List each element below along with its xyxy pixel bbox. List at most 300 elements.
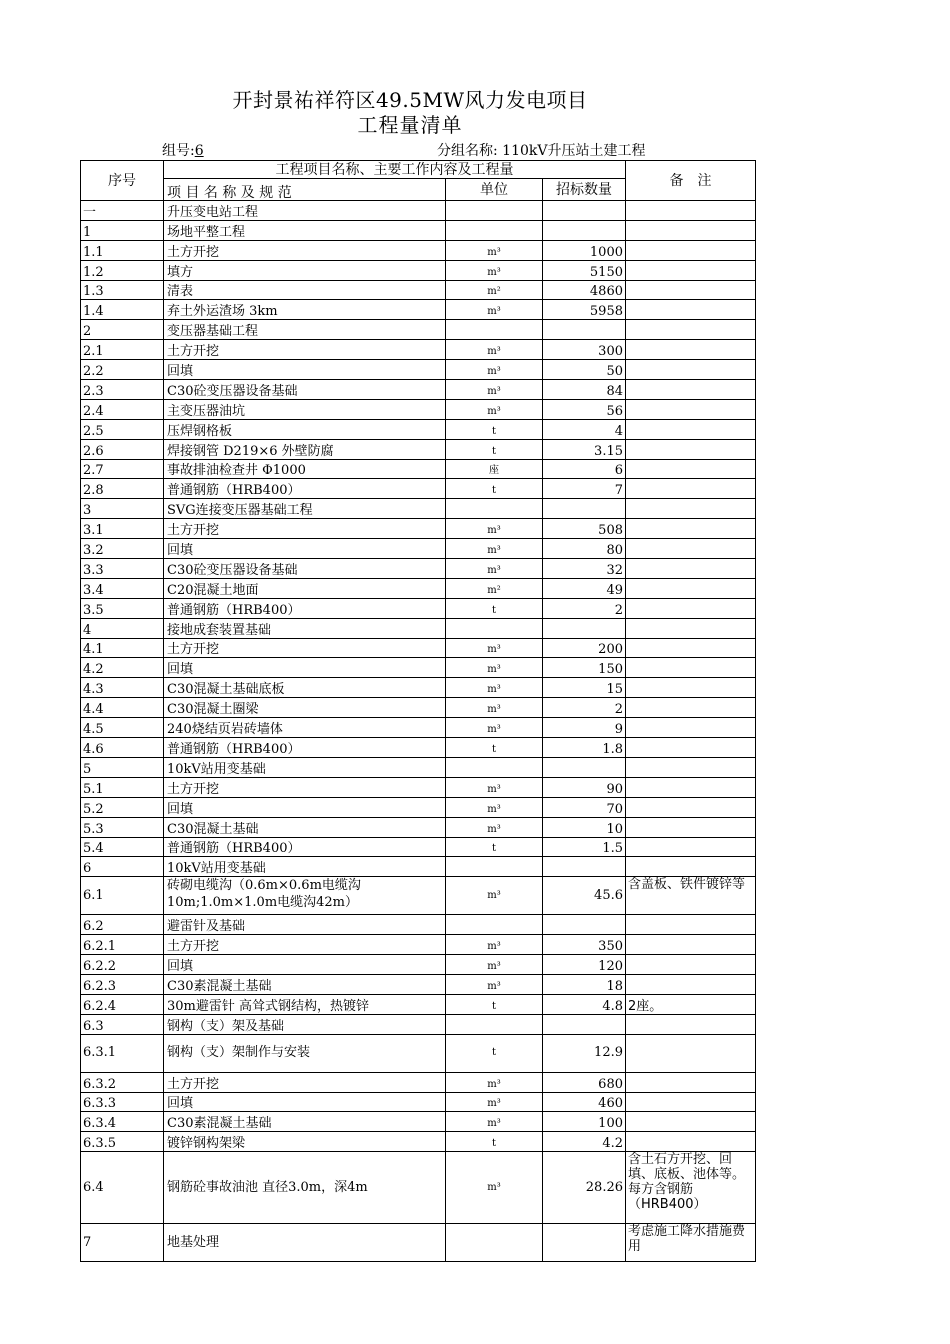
row-note: 2座。 xyxy=(626,994,756,1014)
row-note xyxy=(626,678,756,698)
row-note xyxy=(626,738,756,758)
row-note xyxy=(626,220,756,240)
row-qty xyxy=(543,915,626,935)
row-qty: 10 xyxy=(543,817,626,837)
row-name: 回填 xyxy=(164,658,446,678)
row-qty: 12.9 xyxy=(543,1034,626,1072)
row-note xyxy=(626,260,756,280)
table-row xyxy=(81,598,756,618)
row-unit: m³ xyxy=(446,340,543,360)
row-seq: 6.2.4 xyxy=(81,994,164,1014)
table-row xyxy=(81,459,756,479)
row-unit xyxy=(446,220,543,240)
row-name: 土方开挖 xyxy=(164,638,446,658)
row-note xyxy=(626,598,756,618)
table-row xyxy=(81,718,756,738)
row-qty xyxy=(543,1014,626,1034)
row-note xyxy=(626,1034,756,1072)
row-unit: m³ xyxy=(446,539,543,559)
row-unit: t xyxy=(446,1132,543,1152)
row-seq: 3.4 xyxy=(81,578,164,598)
row-unit: m³ xyxy=(446,360,543,380)
row-note xyxy=(626,974,756,994)
row-unit: m³ xyxy=(446,1112,543,1132)
table-row xyxy=(81,915,756,935)
row-qty: 70 xyxy=(543,797,626,817)
row-name: 土方开挖 xyxy=(164,340,446,360)
row-name: 焊接钢管 D219×6 外壁防腐 xyxy=(164,439,446,459)
row-seq: 6.3.1 xyxy=(81,1034,164,1072)
row-name: 回填 xyxy=(164,539,446,559)
table-row xyxy=(81,955,756,975)
row-unit: m³ xyxy=(446,877,543,915)
table-row xyxy=(81,678,756,698)
row-unit: m³ xyxy=(446,658,543,678)
row-seq: 6.2 xyxy=(81,915,164,935)
row-qty: 50 xyxy=(543,360,626,380)
row-name: 清表 xyxy=(164,280,446,300)
row-name: 土方开挖 xyxy=(164,935,446,955)
header-note: 备 注 xyxy=(626,161,756,201)
row-seq: 2.7 xyxy=(81,459,164,479)
row-seq: 4 xyxy=(81,618,164,638)
group-label: 组号: xyxy=(162,143,195,159)
row-qty xyxy=(543,320,626,340)
table-row xyxy=(81,658,756,678)
row-qty: 32 xyxy=(543,559,626,579)
row-unit: m³ xyxy=(446,1092,543,1112)
row-name: 回填 xyxy=(164,955,446,975)
table-row xyxy=(81,1014,756,1034)
row-name: 钢构（支）架及基础 xyxy=(164,1014,446,1034)
row-seq: 2.2 xyxy=(81,360,164,380)
row-note xyxy=(626,915,756,935)
row-qty: 100 xyxy=(543,1112,626,1132)
document-title: 开封景祐祥符区49.5MW风力发电项目 xyxy=(232,88,588,112)
row-seq: 3.5 xyxy=(81,598,164,618)
table-row xyxy=(81,738,756,758)
row-note xyxy=(626,280,756,300)
row-unit xyxy=(446,1224,543,1262)
group-number: 6 xyxy=(194,143,204,159)
row-note xyxy=(626,777,756,797)
row-name: 土方开挖 xyxy=(164,240,446,260)
table-row xyxy=(81,974,756,994)
row-name: 240烧结页岩砖墙体 xyxy=(164,718,446,738)
row-unit: m³ xyxy=(446,1072,543,1092)
row-note xyxy=(626,1132,756,1152)
header-main: 工程项目名称、主要工作内容及工程量 xyxy=(164,161,626,179)
table-row xyxy=(81,1072,756,1092)
row-unit xyxy=(446,201,543,221)
table-row xyxy=(81,877,756,915)
row-name: C20混凝土地面 xyxy=(164,578,446,598)
row-seq: 5 xyxy=(81,757,164,777)
table-row xyxy=(81,539,756,559)
row-note xyxy=(626,638,756,658)
row-seq: 1.3 xyxy=(81,280,164,300)
row-qty: 90 xyxy=(543,777,626,797)
row-note xyxy=(626,240,756,260)
row-name: C30砼变压器设备基础 xyxy=(164,380,446,400)
row-qty: 18 xyxy=(543,974,626,994)
row-qty: 5150 xyxy=(543,260,626,280)
group-info xyxy=(162,140,204,160)
table-row xyxy=(81,260,756,280)
row-qty: 350 xyxy=(543,935,626,955)
row-name: 土方开挖 xyxy=(164,519,446,539)
row-seq: 4.6 xyxy=(81,738,164,758)
row-qty: 56 xyxy=(543,399,626,419)
row-qty: 6 xyxy=(543,459,626,479)
row-qty xyxy=(543,857,626,877)
row-name: 接地成套装置基础 xyxy=(164,618,446,638)
table-row xyxy=(81,320,756,340)
row-seq: 6.4 xyxy=(81,1152,164,1224)
row-name: 普通钢筋（HRB400） xyxy=(164,738,446,758)
row-note: 含盖板、铁件镀锌等 xyxy=(626,877,756,915)
row-note xyxy=(626,479,756,499)
row-unit: m³ xyxy=(446,260,543,280)
row-qty: 80 xyxy=(543,539,626,559)
row-name: C30素混凝土基础 xyxy=(164,974,446,994)
row-qty: 508 xyxy=(543,519,626,539)
row-seq: 6.1 xyxy=(81,877,164,915)
row-seq: 4.4 xyxy=(81,698,164,718)
table-row xyxy=(81,698,756,718)
row-unit: m³ xyxy=(446,777,543,797)
row-note xyxy=(626,718,756,738)
row-seq: 6.3.5 xyxy=(81,1132,164,1152)
row-note xyxy=(626,1112,756,1132)
row-unit: t xyxy=(446,598,543,618)
row-qty: 1.8 xyxy=(543,738,626,758)
table-row xyxy=(81,935,756,955)
row-seq: 2.4 xyxy=(81,399,164,419)
row-seq: 4.5 xyxy=(81,718,164,738)
row-note xyxy=(626,578,756,598)
row-name: C30混凝土基础底板 xyxy=(164,678,446,698)
header-seq: 序号 xyxy=(81,161,164,201)
table-row xyxy=(81,578,756,598)
row-name: 镀锌钢构架梁 xyxy=(164,1132,446,1152)
row-note xyxy=(626,1014,756,1034)
row-qty: 1.5 xyxy=(543,837,626,857)
row-note xyxy=(626,201,756,221)
row-qty xyxy=(543,499,626,519)
row-seq: 5.1 xyxy=(81,777,164,797)
row-qty xyxy=(543,618,626,638)
row-unit: m³ xyxy=(446,797,543,817)
row-unit xyxy=(446,618,543,638)
row-qty: 3.15 xyxy=(543,439,626,459)
row-qty xyxy=(543,201,626,221)
row-name: 升压变电站工程 xyxy=(164,201,446,221)
row-unit: m³ xyxy=(446,698,543,718)
row-unit: m³ xyxy=(446,817,543,837)
row-note: 含土石方开挖、回填、底板、池体等。每方含钢筋（HRB400） xyxy=(626,1152,756,1224)
row-qty: 4.8 xyxy=(543,994,626,1014)
row-qty: 2 xyxy=(543,598,626,618)
row-qty xyxy=(543,1224,626,1262)
table-row xyxy=(81,1034,756,1072)
table-row xyxy=(81,857,756,877)
row-note xyxy=(626,618,756,638)
row-unit: m³ xyxy=(446,399,543,419)
row-unit: t xyxy=(446,837,543,857)
row-qty: 2 xyxy=(543,698,626,718)
row-qty xyxy=(543,757,626,777)
table-row xyxy=(81,777,756,797)
row-qty: 15 xyxy=(543,678,626,698)
row-seq: 2.1 xyxy=(81,340,164,360)
row-unit: m³ xyxy=(446,1152,543,1224)
row-unit: m³ xyxy=(446,638,543,658)
row-note xyxy=(626,1072,756,1092)
row-seq: 5.3 xyxy=(81,817,164,837)
row-note xyxy=(626,380,756,400)
row-seq: 2 xyxy=(81,320,164,340)
row-unit: m³ xyxy=(446,559,543,579)
row-unit: m³ xyxy=(446,380,543,400)
row-name: 压焊钢格板 xyxy=(164,419,446,439)
row-note xyxy=(626,857,756,877)
row-unit: m² xyxy=(446,578,543,598)
row-name: C30素混凝土基础 xyxy=(164,1112,446,1132)
row-seq: 1 xyxy=(81,220,164,240)
row-seq: 一 xyxy=(81,201,164,221)
row-name: C30混凝土圈梁 xyxy=(164,698,446,718)
row-note xyxy=(626,559,756,579)
row-unit: m³ xyxy=(446,240,543,260)
table-row xyxy=(81,280,756,300)
row-name: 回填 xyxy=(164,1092,446,1112)
row-unit: 座 xyxy=(446,459,543,479)
row-unit: t xyxy=(446,439,543,459)
table-row xyxy=(81,300,756,320)
row-seq: 1.2 xyxy=(81,260,164,280)
row-note xyxy=(626,797,756,817)
row-qty: 120 xyxy=(543,955,626,975)
row-seq: 4.2 xyxy=(81,658,164,678)
table-row xyxy=(81,419,756,439)
table-row xyxy=(81,439,756,459)
row-name: SVG连接变压器基础工程 xyxy=(164,499,446,519)
row-unit: m² xyxy=(446,280,543,300)
row-qty: 200 xyxy=(543,638,626,658)
header-name: 项 目 名 称 及 规 范 xyxy=(164,179,446,201)
row-note xyxy=(626,955,756,975)
table-row xyxy=(81,360,756,380)
row-unit xyxy=(446,1014,543,1034)
row-seq: 2.6 xyxy=(81,439,164,459)
row-note xyxy=(626,935,756,955)
row-note xyxy=(626,519,756,539)
document-subtitle: 工程量清单 xyxy=(357,113,463,137)
row-note xyxy=(626,340,756,360)
row-seq: 6 xyxy=(81,857,164,877)
row-note xyxy=(626,499,756,519)
subgroup-name: 分组名称: 110kV升压站土建工程 xyxy=(437,143,646,159)
table-row xyxy=(81,618,756,638)
row-name: 10kV站用变基础 xyxy=(164,857,446,877)
row-unit: m³ xyxy=(446,935,543,955)
row-unit: t xyxy=(446,479,543,499)
row-seq: 2.3 xyxy=(81,380,164,400)
row-seq: 6.3.2 xyxy=(81,1072,164,1092)
table-row xyxy=(81,201,756,221)
table-row xyxy=(81,1092,756,1112)
row-name: 避雷针及基础 xyxy=(164,915,446,935)
row-unit: t xyxy=(446,419,543,439)
row-seq: 2.5 xyxy=(81,419,164,439)
row-seq: 4.3 xyxy=(81,678,164,698)
row-note xyxy=(626,459,756,479)
row-unit: m³ xyxy=(446,519,543,539)
table-row xyxy=(81,837,756,857)
row-note xyxy=(626,698,756,718)
row-name: 变压器基础工程 xyxy=(164,320,446,340)
table-row xyxy=(81,994,756,1014)
row-note xyxy=(626,539,756,559)
row-note xyxy=(626,419,756,439)
row-seq: 6.2.1 xyxy=(81,935,164,955)
row-note xyxy=(626,320,756,340)
table-row xyxy=(81,380,756,400)
row-seq: 6.3.3 xyxy=(81,1092,164,1112)
row-seq: 3.2 xyxy=(81,539,164,559)
row-name: 回填 xyxy=(164,360,446,380)
row-seq: 1.4 xyxy=(81,300,164,320)
row-qty: 300 xyxy=(543,340,626,360)
row-unit: m³ xyxy=(446,300,543,320)
row-qty: 150 xyxy=(543,658,626,678)
row-seq: 6.3 xyxy=(81,1014,164,1034)
row-unit: t xyxy=(446,738,543,758)
row-unit: m³ xyxy=(446,718,543,738)
row-name: 地基处理 xyxy=(164,1224,446,1262)
row-note xyxy=(626,360,756,380)
row-name: 砖砌电缆沟（0.6m×0.6m电缆沟10m;1.0m×1.0m电缆沟42m） xyxy=(164,877,446,915)
row-name: 普通钢筋（HRB400） xyxy=(164,598,446,618)
table-row xyxy=(81,817,756,837)
row-seq: 6.2.2 xyxy=(81,955,164,975)
row-note xyxy=(626,1092,756,1112)
row-name: 普通钢筋（HRB400） xyxy=(164,837,446,857)
row-name: 事故排油检查井 Φ1000 xyxy=(164,459,446,479)
row-qty: 680 xyxy=(543,1072,626,1092)
row-unit xyxy=(446,857,543,877)
row-name: C30混凝土基础 xyxy=(164,817,446,837)
table-row xyxy=(81,519,756,539)
row-unit xyxy=(446,499,543,519)
table-row xyxy=(81,1152,756,1224)
row-qty: 460 xyxy=(543,1092,626,1112)
row-unit: m³ xyxy=(446,974,543,994)
row-qty: 45.6 xyxy=(543,877,626,915)
row-qty: 4.2 xyxy=(543,1132,626,1152)
row-unit xyxy=(446,320,543,340)
row-seq: 1.1 xyxy=(81,240,164,260)
row-qty: 7 xyxy=(543,479,626,499)
row-seq: 4.1 xyxy=(81,638,164,658)
table-row xyxy=(81,240,756,260)
row-qty: 49 xyxy=(543,578,626,598)
table-row xyxy=(81,340,756,360)
row-unit: t xyxy=(446,994,543,1014)
row-name: 填方 xyxy=(164,260,446,280)
row-name: 场地平整工程 xyxy=(164,220,446,240)
row-unit xyxy=(446,757,543,777)
row-name: 土方开挖 xyxy=(164,1072,446,1092)
row-note xyxy=(626,439,756,459)
row-seq: 3.3 xyxy=(81,559,164,579)
row-seq: 5.4 xyxy=(81,837,164,857)
row-note xyxy=(626,817,756,837)
row-qty: 4 xyxy=(543,419,626,439)
row-qty: 28.26 xyxy=(543,1152,626,1224)
row-name: 钢构（支）架制作与安装 xyxy=(164,1034,446,1072)
row-name: 10kV站用变基础 xyxy=(164,757,446,777)
row-name: 主变压器油坑 xyxy=(164,399,446,419)
row-seq: 2.8 xyxy=(81,479,164,499)
table-row xyxy=(81,1112,756,1132)
row-qty: 9 xyxy=(543,718,626,738)
row-note xyxy=(626,658,756,678)
table-row xyxy=(81,399,756,419)
row-qty: 1000 xyxy=(543,240,626,260)
table-row xyxy=(81,220,756,240)
table-row xyxy=(81,797,756,817)
row-name: 弃土外运渣场 3km xyxy=(164,300,446,320)
row-name: 30m避雷针 高耸式钢结构，热镀锌 xyxy=(164,994,446,1014)
table-row xyxy=(81,1224,756,1262)
bill-of-quantities-table xyxy=(80,160,756,1262)
row-qty: 5958 xyxy=(543,300,626,320)
row-seq: 5.2 xyxy=(81,797,164,817)
row-unit: m³ xyxy=(446,955,543,975)
row-seq: 3 xyxy=(81,499,164,519)
row-seq: 6.3.4 xyxy=(81,1112,164,1132)
header-unit: 单位 xyxy=(446,179,543,201)
table-row xyxy=(81,479,756,499)
row-seq: 7 xyxy=(81,1224,164,1262)
row-qty: 84 xyxy=(543,380,626,400)
row-name: 钢筋砼事故油池 直径3.0m，深4m xyxy=(164,1152,446,1224)
row-note xyxy=(626,837,756,857)
row-name: C30砼变压器设备基础 xyxy=(164,559,446,579)
row-note xyxy=(626,300,756,320)
table-row xyxy=(81,1132,756,1152)
row-seq: 3.1 xyxy=(81,519,164,539)
table-row xyxy=(81,499,756,519)
row-note: 考虑施工降水措施费用 xyxy=(626,1224,756,1262)
row-unit xyxy=(446,915,543,935)
header-qty: 招标数量 xyxy=(543,179,626,201)
row-name: 土方开挖 xyxy=(164,777,446,797)
row-name: 普通钢筋（HRB400） xyxy=(164,479,446,499)
row-seq: 6.2.3 xyxy=(81,974,164,994)
row-note xyxy=(626,399,756,419)
row-qty xyxy=(543,220,626,240)
table-row xyxy=(81,638,756,658)
row-note xyxy=(626,757,756,777)
row-unit: t xyxy=(446,1034,543,1072)
row-qty: 4860 xyxy=(543,280,626,300)
row-name: 回填 xyxy=(164,797,446,817)
row-unit: m³ xyxy=(446,678,543,698)
table-row xyxy=(81,559,756,579)
